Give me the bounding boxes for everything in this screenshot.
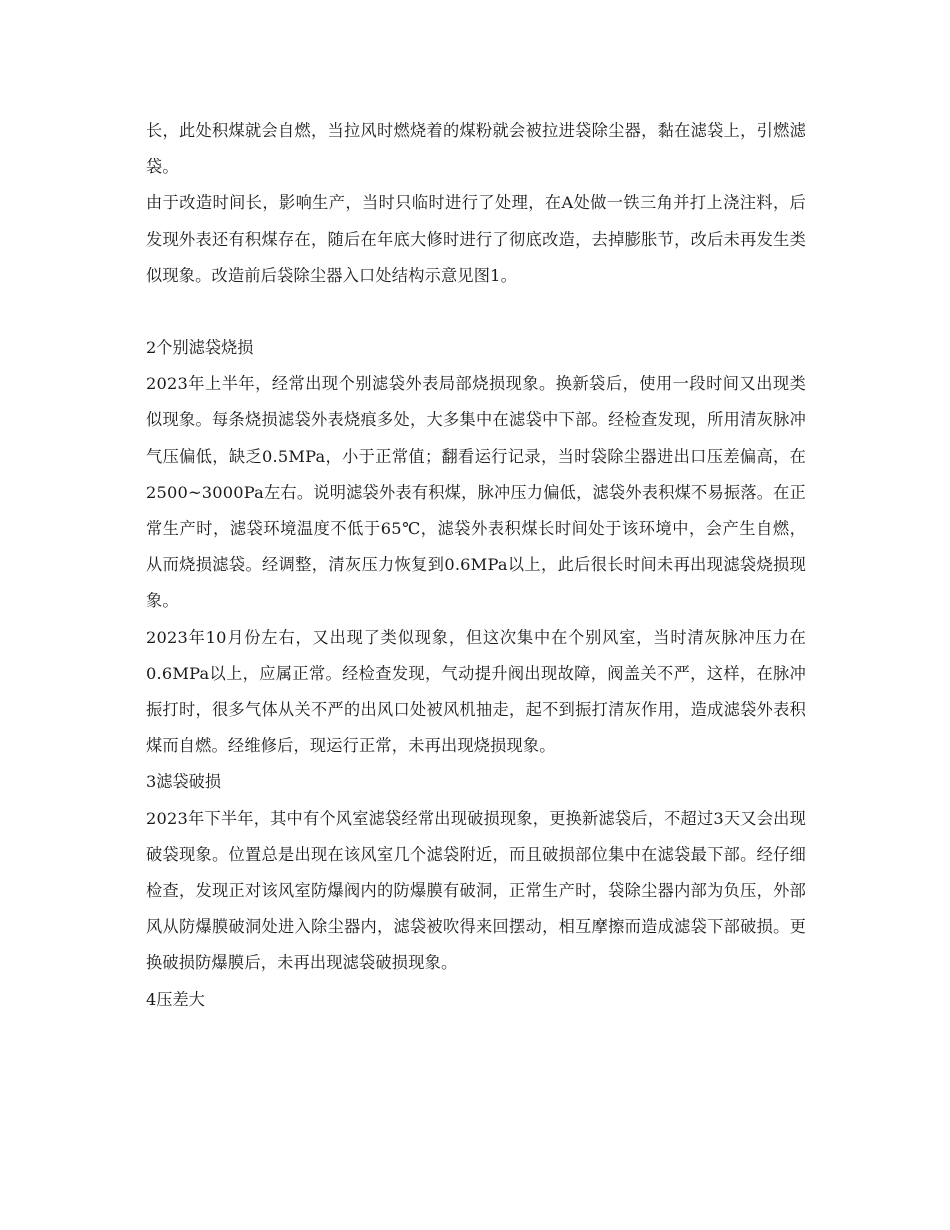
section-2-paragraph-1: 2023年上半年，经常出现个别滤袋外表局部烧损现象。换新袋后，使用一段时间又出现类似现象。每条烧损滤袋外表烧痕多处，大多集中在滤袋中下部。经检查发现，所用清灰脉冲气压偏低，缺乏0.5MPa，小于正常值；翻看运行记录，当时袋除尘器进出口压差偏高，在2500~3000Pa左右。说明滤袋外表有积煤，脉冲压力偏低，滤袋外表积煤不易振落。在正常生产时，滤袋环境温度不低于65℃，滤袋外表积煤长时间处于该环境中，会产生自燃，从而烧损滤袋。经调整，清灰压力恢复到0.6MPa以上，此后很长时间未再出现滤袋烧损现象。	[146, 374, 806, 611]
section-3-heading: 3滤袋破损	[146, 772, 222, 792]
intro-paragraph-2: 由于改造时间长，影响生产，当时只临时进行了处理，在A处做一铁三角并打上浇注料，后发现外表还有积煤存在，随后在年底大修时进行了彻底改造，去掉膨胀节，改后未再发生类似现象。改造前后袋除尘器入口处结构示意见图1。	[146, 193, 806, 285]
section-4-heading: 4压差大	[146, 989, 205, 1009]
section-2-heading: 2个别滤袋烧损	[146, 338, 254, 358]
section-spacer	[146, 294, 806, 330]
intro-paragraph-1: 长，此处积煤就会自燃，当拉风时燃烧着的煤粉就会被拉进袋除尘器，黏在滤袋上，引燃滤袋。	[146, 121, 806, 177]
document-body	[146, 113, 806, 1018]
section-3-paragraph-1: 2023年下半年，其中有个风室滤袋经常出现破损现象，更换新滤袋后，不超过3天又会出现破袋现象。位置总是出现在该风室几个滤袋附近，而且破损部位集中在滤袋最下部。经仔细检查，发现正对该风室防爆阀内的防爆膜有破洞，正常生产时，袋除尘器内部为负压，外部风从防爆膜破洞处进入除尘器内，滤袋被吹得来回摆动，相互摩擦而造成滤袋下部破损。更换破损防爆膜后，未再出现滤袋破损现象。	[146, 808, 806, 973]
section-2-paragraph-2: 2023年10月份左右，又出现了类似现象，但这次集中在个别风室，当时清灰脉冲压力在0.6MPa以上，应属正常。经检查发现，气动提升阀出现故障，阀盖关不严，这样，在脉冲振打时，很多气体从关不严的出风口处被风机抽走，起不到振打清灰作用，造成滤袋外表积煤而自燃。经维修后，现运行正常，未再出现烧损现象。	[146, 627, 806, 756]
